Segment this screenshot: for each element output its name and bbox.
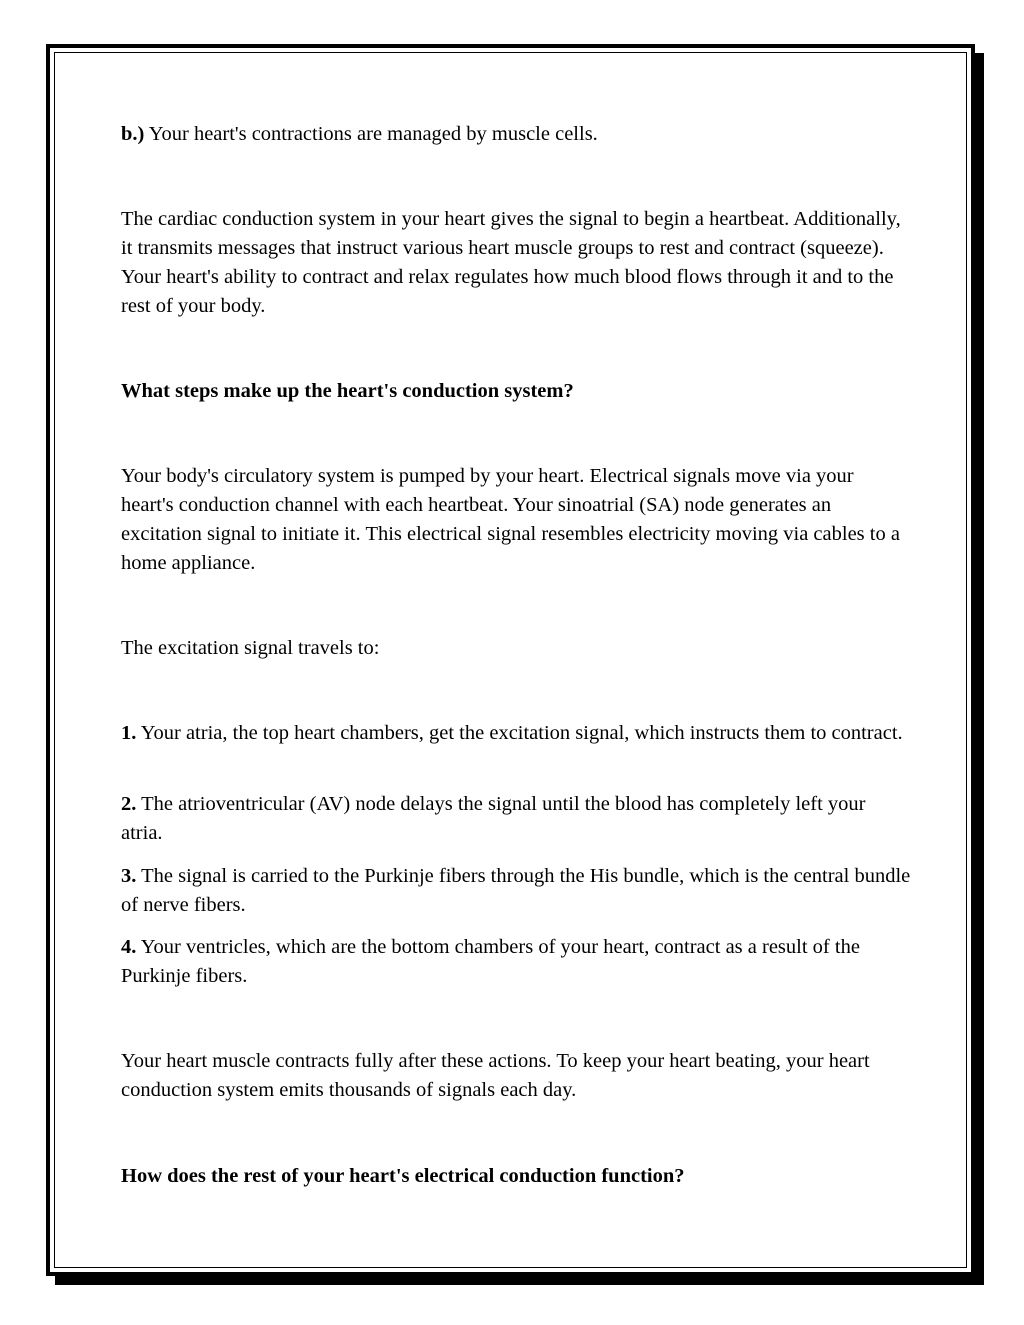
- step-text: Your ventricles, which are the bottom chambers of your heart, contract as a result of the Purkinje fibers.: [121, 936, 860, 987]
- step-text: The atrioventricular (AV) node delays the signal until the blood has completely left your atria.: [121, 793, 866, 844]
- paragraph-heart-contracts: Your heart muscle contracts fully after these actions. To keep your heart beating, your heart conduction system emits thousands of signals each day.: [121, 1050, 870, 1101]
- step-item: [121, 933, 911, 991]
- intro-text: Your heart's contractions are managed by muscle cells.: [148, 123, 598, 145]
- step-item: [121, 719, 911, 748]
- intro-label: b.): [121, 123, 145, 145]
- step-item: [121, 790, 911, 848]
- heading-conduction-steps-text: What steps make up the heart's conduction system?: [121, 380, 574, 402]
- step-number: 2.: [121, 793, 137, 815]
- step-text: The signal is carried to the Purkinje fibers through the His bundle, which is the central bundle of nerve fibers.: [121, 865, 911, 916]
- paragraph-conduction-overview: The cardiac conduction system in your heart gives the signal to begin a heartbeat. Additionally, it transmits messages that instruct various heart muscle groups to rest and contract (squeeze). Your heart's ability to contract and relax regulates how much blood flows through it and to the rest of your body.: [121, 208, 901, 317]
- step-number: 4.: [121, 936, 137, 958]
- step-number: 3.: [121, 865, 137, 887]
- paragraph-signal-travels: The excitation signal travels to:: [121, 637, 380, 659]
- paragraph-circulatory-system: Your body's circulatory system is pumped by your heart. Electrical signals move via your heart's conduction channel with each heartbeat. Your sinoatrial (SA) node generates an excitation signal to initiate it. This electrical signal resembles electricity moving via cables to a home appliance.: [121, 465, 900, 574]
- step-item: [121, 862, 911, 920]
- step-text: Your atria, the top heart chambers, get the excitation signal, which instructs them to contract.: [140, 722, 903, 744]
- heading-conduction-steps: [121, 377, 911, 406]
- heading-electrical-conduction: [121, 1162, 911, 1191]
- step-number: 1.: [121, 722, 137, 744]
- intro-line: [121, 120, 911, 149]
- heading-electrical-conduction-text: How does the rest of your heart's electrical conduction function?: [121, 1165, 685, 1187]
